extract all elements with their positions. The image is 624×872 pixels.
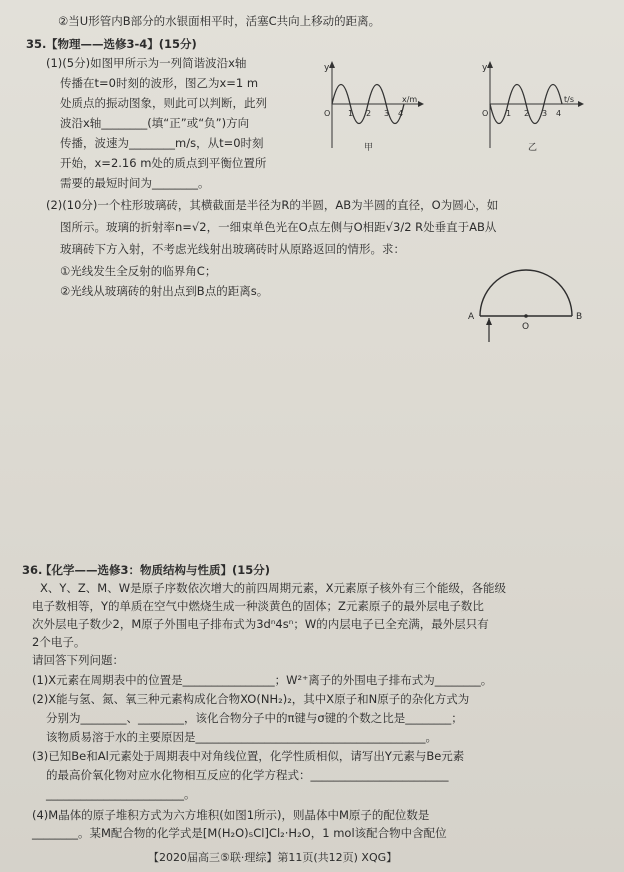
prior-question-line: ②当U形管内B部分的水银面相平时，活塞C共向上移动的距离。	[58, 14, 381, 28]
vibration-graph-yi	[476, 58, 590, 156]
yi-x-label: t/s	[564, 95, 574, 104]
q36-number: 36.	[22, 563, 43, 577]
q36-sub-line: ________________________。	[46, 787, 196, 801]
q36-sub-line: 的最高价氧化物对应水化物相互反应的化学方程式：________________________	[46, 768, 449, 782]
q36-part4-line: ________。某M配合物的化学式是[M(H₂O)₅Cl]Cl₂·H₂O，1 mol该配合物中含配位	[32, 826, 447, 840]
q36-intro-line: 次外层电子数少2，M原子外围电子排布式为3dⁿ4sⁿ；W的内层电子已全充满，最外层只有	[32, 617, 489, 631]
q35-part1-line: (1)(5分)如图甲所示为一列简谐波沿x轴	[46, 56, 247, 70]
q36-sub-line: 分别为________、________，该化合物分子中的π键与σ键的个数之比是________；	[46, 711, 463, 725]
q35-part2-line: ①光线发生全反射的临界角C；	[60, 264, 217, 278]
q36-intro-line: 请回答下列问题：	[32, 653, 124, 667]
jia-tick-label: 1	[348, 109, 354, 118]
yi-tick-label: 2	[524, 109, 530, 118]
jia-y-label: y	[324, 63, 330, 73]
q36-intro-line: 2个电子。	[32, 635, 86, 649]
q35-part1-line: 开始，x=2.16 m处的质点到平衡位置所	[60, 156, 267, 170]
q35-number: 35.	[26, 37, 47, 51]
q36-intro-line: X、Y、Z、M、W是原子序数依次增大的前四周期元素，X元素原子核外有三个能级，各能级	[40, 581, 506, 595]
q35-part1-line: 传播在t=0时刻的波形，图乙为x=1 m	[60, 76, 259, 90]
q36-sub-line: (1)X元素在周期表中的位置是________________；W²⁺离子的外围电子排布式为________。	[32, 673, 493, 687]
q35-part1-line: 波沿x轴________(填“正”或“负”)方向	[60, 116, 250, 130]
q35-part2-line: 玻璃砖下方入射，不考虑光线射出玻璃砖时从原路返回的情形。求：	[60, 242, 405, 256]
point-b-label: B	[576, 312, 583, 322]
q35-part2-line: (2)(10分)一个柱形玻璃砖，其横截面是半径为R的半圆，AB为半圆的直径，O为圆心，如	[46, 198, 499, 212]
jia-x-label: x/m	[402, 95, 418, 104]
q36-sub-line: (2)X能与氢、氮、氧三种元素构成化合物XO(NH₂)₂，其中X原子和N原子的杂化方式为	[32, 692, 470, 706]
jia-caption: 甲	[364, 143, 374, 153]
wave-graph-jia	[318, 58, 430, 156]
page-footer: 【2020届高三⑤联·理综】第11页(共12页) XQG】	[148, 851, 398, 864]
q36-sub-line: 该物质易溶于水的主要原因是________________________________________。	[46, 730, 437, 744]
q35-part2-line: 图所示。玻璃的折射率n=√2，一细束单色光在O点左侧与O相距√3/2 R处垂直于AB从	[60, 220, 497, 234]
jia-tick-label: 2	[366, 109, 372, 118]
jia-tick-label: 3	[384, 109, 390, 118]
q35-part1-line: 需要的最短时间为________。	[60, 176, 210, 190]
q36-part4-line: (4)M晶体的原子堆积方式为六方堆积(如图1所示)，则晶体中M原子的配位数是	[32, 808, 430, 822]
yi-tick-label: 4	[556, 109, 562, 118]
jia-tick-label: O	[324, 109, 331, 118]
jia-tick-label: 4	[398, 109, 404, 118]
q35-part1-line: 传播，波速为________m/s，从t=0时刻	[60, 136, 264, 150]
yi-y-label: y	[482, 63, 488, 73]
point-a-label: A	[468, 312, 475, 322]
yi-tick-label: O	[482, 109, 489, 118]
semicircle-glass-diagram	[462, 262, 592, 344]
q36-intro-line: 电子数相等，Y的单质在空气中燃烧生成一种淡黄色的固体；Z元素原子的最外层电子数比	[32, 599, 484, 613]
yi-tick-label: 1	[506, 109, 512, 118]
q36-title: 【化学——选修3：物质结构与性质】(15分)	[40, 563, 271, 577]
yi-caption: 乙	[528, 143, 538, 153]
q35-title: 【物理——选修3-4】(15分)	[46, 37, 197, 51]
point-o-label: O	[522, 322, 530, 332]
q35-part2-line: ②光线从玻璃砖的射出点到B点的距离s。	[60, 284, 269, 298]
q35-part1-line: 处质点的振动图象，则此可以判断，此列	[60, 96, 267, 110]
q36-sub-line: (3)已知Be和Al元素处于周期表中对角线位置，化学性质相似，请写出Y元素与Be元素	[32, 749, 465, 763]
yi-tick-label: 3	[542, 109, 548, 118]
